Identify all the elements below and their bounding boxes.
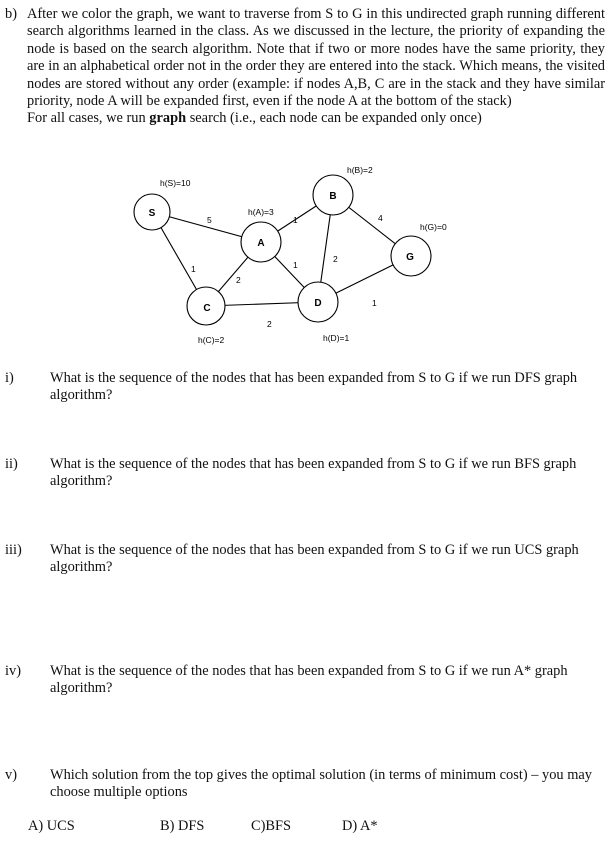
cost-a-b: 1 — [293, 215, 298, 225]
heuristic-s: h(S)=10 — [160, 178, 191, 188]
part-label: b) — [5, 6, 17, 22]
question-text: What is the sequence of the nodes that has been expanded from S to G if we run A* graph algorithm? — [50, 663, 568, 696]
option-b-dfs[interactable]: B) DFS — [160, 818, 205, 834]
cost-a-d: 1 — [293, 260, 298, 270]
cost-b-g: 4 — [378, 213, 383, 223]
graph-search-note: For all cases, we run graph search (i.e., each node can be expanded only once) — [27, 110, 482, 127]
search-graph — [0, 0, 616, 350]
option-c-bfs[interactable]: C)BFS — [251, 818, 291, 834]
cost-b-d: 2 — [333, 254, 338, 264]
cost-c-d: 2 — [267, 319, 272, 329]
cost-a-c: 2 — [236, 275, 241, 285]
cost-s-a: 5 — [207, 215, 212, 225]
option-d-astar[interactable]: D) A* — [342, 818, 378, 834]
node-d-label: D — [314, 298, 322, 309]
node-g-label: G — [406, 252, 414, 263]
question-number: i) — [5, 370, 14, 386]
node-a-label: A — [257, 238, 265, 249]
question-number: iv) — [5, 663, 21, 679]
option-a-ucs[interactable]: A) UCS — [28, 818, 75, 834]
cost-s-c: 1 — [191, 264, 196, 274]
question-text: Which solution from the top gives the optimal solution (in terms of minimum cost) – you may choose multiple options — [50, 767, 592, 800]
heuristic-g: h(G)=0 — [420, 222, 447, 232]
heuristic-c: h(C)=2 — [198, 335, 225, 345]
question-number: iii) — [5, 542, 22, 558]
node-b-label: B — [329, 191, 337, 202]
graph-keyword: graph — [149, 110, 187, 127]
cost-d-g: 1 — [372, 298, 377, 308]
question-number: ii) — [5, 456, 18, 472]
heuristic-b: h(B)=2 — [347, 165, 373, 175]
heuristic-a: h(A)=3 — [248, 207, 274, 217]
heuristic-d: h(D)=1 — [323, 333, 350, 343]
question-text: What is the sequence of the nodes that has been expanded from S to G if we run DFS graph algorithm? — [50, 370, 578, 403]
node-s-label: S — [148, 208, 156, 219]
question-text: What is the sequence of the nodes that has been expanded from S to G if we run UCS graph algorithm? — [50, 542, 579, 575]
question-number: v) — [5, 767, 17, 783]
node-c-label: C — [203, 303, 211, 314]
intro-paragraph: After we color the graph, we want to traverse from S to G in this undirected graph running different search algorithms learned in the class. As we discussed in the lecture, the priority of expanding the node is based on the search algorithm. Note that if two or more nodes have the same priority, they are in an alphabetical order not in the order they are entered into the stack. Which means, the visited nodes are stored without any order (example: if nodes A,B, C are in the stack and they have similar priority, node A will be expanded first, even if the node A at the bottom of the stack) — [27, 6, 605, 110]
question-text: What is the sequence of the nodes that has been expanded from S to G if we run BFS graph algorithm? — [50, 456, 577, 489]
